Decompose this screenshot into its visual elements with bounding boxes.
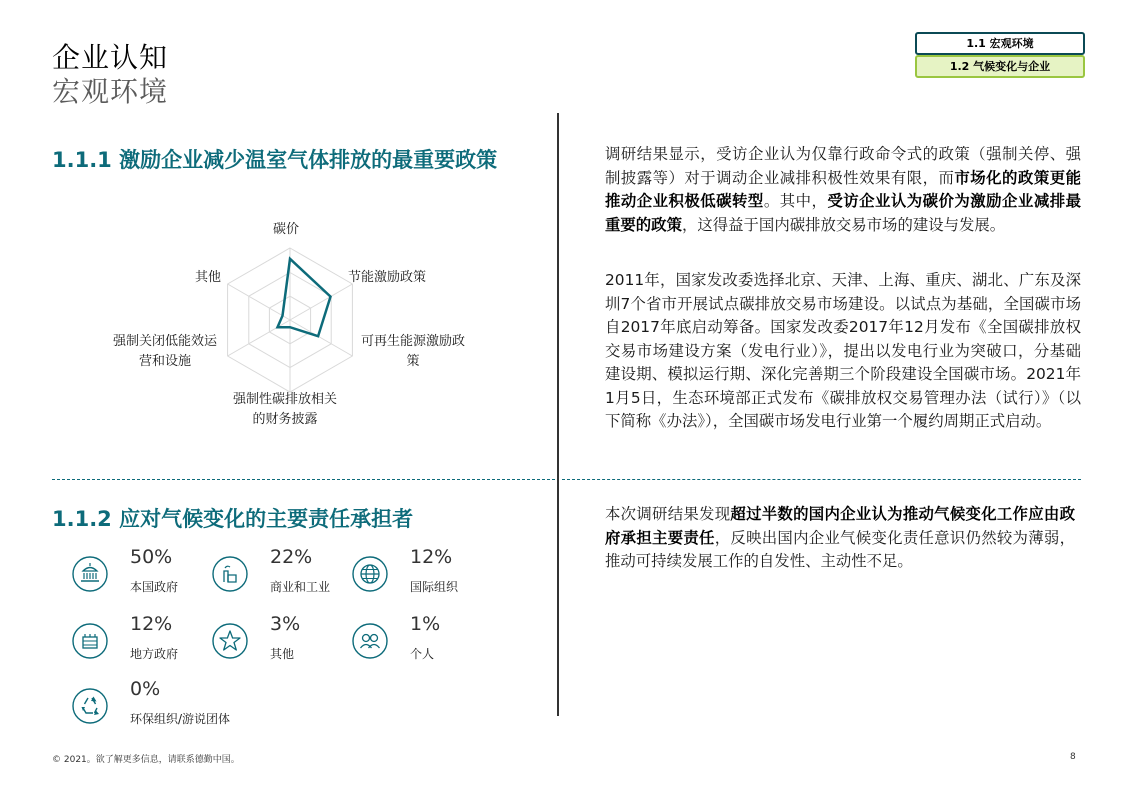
radar-label-carbon-price: 碳价 xyxy=(272,222,299,237)
section-divider-left xyxy=(52,479,555,480)
radar-label-disclosure-line1: 强制性碳排放相关 xyxy=(232,392,337,407)
people-icon xyxy=(352,623,388,659)
factory-icon xyxy=(212,556,248,592)
radar-label-renewable-line1: 可再生能源激励政 xyxy=(360,334,465,349)
radar-grid xyxy=(228,248,353,392)
para1-bold2: 受访企业认为碳价为激励企业减排最重要的政策 xyxy=(605,192,1081,234)
paragraph-responsibility xyxy=(605,503,1075,574)
stat-business-industry xyxy=(212,546,352,602)
stat-label: 环保组织/游说团体 xyxy=(130,712,231,726)
stat-individual xyxy=(352,613,492,669)
stat-label: 其他 xyxy=(270,647,295,661)
radar-label-renewable xyxy=(348,332,478,372)
paragraph-survey-results xyxy=(605,143,1081,237)
recycle-icon xyxy=(72,688,108,724)
government-building-icon xyxy=(72,556,108,592)
section-heading-1-1-1: 1.1.1 激励企业减少温室气体排放的最重要政策 xyxy=(52,148,498,172)
stat-other xyxy=(212,613,352,669)
para1-text3: ，这得益于国内碳排放交易市场的建设与发展。 xyxy=(681,215,1006,234)
para3-text2: ，反映出国内企业气候变化责任意识仍然较为薄弱，推动可持续发展工作的自发性、主动性不足。 xyxy=(605,528,1075,570)
stat-value: 50% xyxy=(130,546,173,568)
radar-label-other: 其他 xyxy=(194,270,221,285)
stat-label: 地方政府 xyxy=(130,647,179,661)
stat-local-government xyxy=(72,613,212,669)
radar-label-renewable-line2: 策 xyxy=(406,354,420,369)
radar-label-energy-saving: 节能激励政策 xyxy=(348,270,427,285)
stat-value: 0% xyxy=(130,678,161,700)
radar-label-closure-line1: 强制关闭低能效运 xyxy=(112,334,217,349)
local-building-icon xyxy=(72,623,108,659)
stat-value: 22% xyxy=(270,546,313,568)
page-subtitle: 宏观环境 xyxy=(52,75,169,108)
para1-text2: 。其中， xyxy=(763,192,828,210)
stat-label: 商业和工业 xyxy=(270,580,331,594)
footer-copyright: © 2021。欲了解更多信息，请联系德勤中国。 xyxy=(52,755,240,765)
stat-value: 3% xyxy=(270,613,301,635)
para1-text1: 调研结果显示，受访企业认为仅靠行政命令式的政策（强制关停、强制披露等）对于调动企业减排积极性效果有限，而 xyxy=(605,145,1081,187)
radar-label-disclosure-line2: 的财务披露 xyxy=(252,412,318,427)
radar-label-mandatory-disclosure xyxy=(215,390,355,430)
globe-icon xyxy=(352,556,388,592)
stat-label: 国际组织 xyxy=(410,580,459,594)
section-heading-1-1-2: 1.1.2 应对气候变化的主要责任承担者 xyxy=(52,507,414,531)
stat-value: 1% xyxy=(410,613,441,635)
nav-item-climate-change[interactable]: 1.2 气候变化与企业 xyxy=(915,55,1085,78)
stat-international-org xyxy=(352,546,492,602)
stat-label: 本国政府 xyxy=(130,580,179,594)
para3-text1: 本次调研结果发现 xyxy=(605,505,731,523)
radar-label-forced-closure xyxy=(95,332,235,372)
stat-ngo-lobby xyxy=(72,678,231,734)
radar-series-shape xyxy=(278,259,331,336)
vertical-divider xyxy=(557,113,559,716)
stat-national-government xyxy=(72,546,212,602)
page-title: 企业认知 xyxy=(52,41,169,74)
stat-value: 12% xyxy=(130,613,173,635)
radar-label-closure-line2: 营和设施 xyxy=(138,354,191,369)
section-divider-right xyxy=(562,479,1081,480)
star-icon xyxy=(212,623,248,659)
stat-label: 个人 xyxy=(410,647,435,661)
stat-value: 12% xyxy=(410,546,453,568)
paragraph-carbon-market-history: 2011年，国家发改委选择北京、天津、上海、重庆、湖北、广东及深圳7个省市开展试点碳排放交易市场建设。以试点为基础，全国碳市场自2017年底启动筹备。国家发改委2017年12月发布《全国碳排放权交易市场建设方案（发电行业）》，提出以发电行业为突破口，分基础建设期、模拟运行期、深化完善期三个阶段建设全国碳市场。2021年1月5日，生态环境部正式发布《碳排放权交易管理办法（试行）》（以下简称《办法》），全国碳市场发电行业第一个履约周期正式启动。 xyxy=(605,271,1081,430)
page-number: 8 xyxy=(1070,752,1076,762)
para3-bold1: 超过半数的国内企业认为推动气候变化工作应由政府承担主要责任 xyxy=(605,505,1075,547)
radar-chart xyxy=(200,230,380,410)
nav-item-macro-environment[interactable]: 1.1 宏观环境 xyxy=(915,32,1085,55)
para1-bold1: 市场化的政策更能推动企业积极低碳转型 xyxy=(605,168,1081,210)
